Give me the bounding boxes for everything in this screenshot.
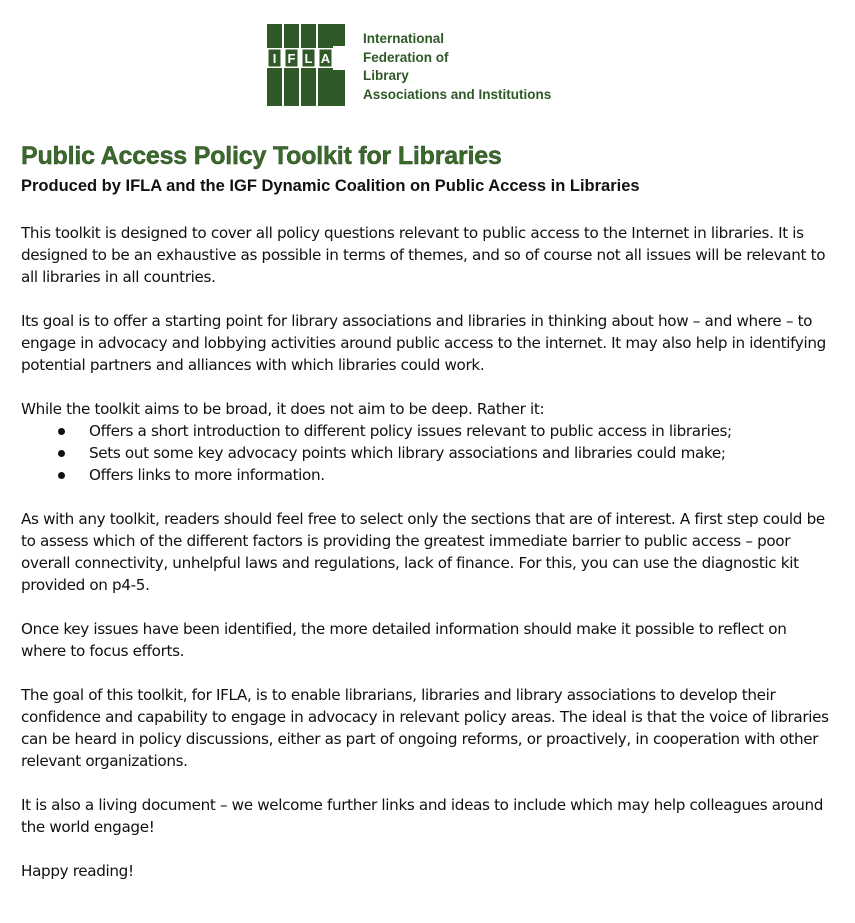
org-name-line-2: Federation of — [363, 49, 449, 65]
ifla-logo-mark — [267, 24, 345, 106]
paragraph-scope: This toolkit is designed to cover all policy questions relevant to public access to the Internet in libraries. It is designed to be an exhaustive as possible in terms of themes, and so of course not all issues will be relevant to all libraries in all countries. — [21, 224, 826, 286]
document-title: Public Access Policy Toolkit for Libraries — [21, 142, 502, 170]
paragraph-goal: Its goal is to offer a starting point for library associations and libraries in thinking about how – and where – to engage in advocacy and lobbying activities around public access to the internet. It may also help in identifying potential partners and alliances with which libraries could work. — [21, 312, 826, 374]
org-name-line-3: Library — [363, 68, 409, 83]
org-name-line-4: Associations and Institutions — [363, 86, 552, 102]
list-item — [89, 442, 833, 464]
list-item-text: Offers links to more information. — [89, 466, 325, 484]
svg-text:A: A — [320, 51, 331, 66]
ifla-logo — [267, 24, 345, 106]
document-body — [21, 222, 833, 882]
list-item — [89, 464, 833, 486]
org-name-line-1: International — [363, 31, 445, 46]
list-item — [89, 420, 833, 442]
organization-name — [363, 30, 551, 104]
svg-text:F: F — [287, 51, 296, 66]
paragraph-usage: As with any toolkit, readers should feel free to select only the sections that are of interest. A first step could be to assess which of the different factors is providing the greatest immediate barrier to public access – poor overall connectivity, unhelpful laws and regulations, lack of finance. For this, you can use the diagnostic kit provided on p4-5. — [21, 510, 825, 594]
bullet-icon — [58, 472, 65, 479]
document-subtitle: Produced by IFLA and the IGF Dynamic Coalition on Public Access in Libraries — [21, 177, 640, 195]
list-item-text: Offers a short introduction to different policy issues relevant to public access in libraries; — [89, 422, 732, 440]
paragraph-list-intro: While the toolkit aims to be broad, it does not aim to be deep. Rather it: — [21, 400, 545, 418]
paragraph-living-document: It is also a living document – we welcome further links and ideas to include which may help colleagues around the world engage! — [21, 796, 824, 836]
feature-list — [21, 420, 833, 486]
paragraph-next-steps: Once key issues have been identified, the more detailed information should make it possible to reflect on where to focus efforts. — [21, 620, 787, 660]
paragraph-ifla-goal: The goal of this toolkit, for IFLA, is to enable librarians, libraries and library associations to develop their confidence and capability to engage in advocacy in relevant policy areas. The ideal is that the voice of libraries can be heard in policy discussions, either as part of ongoing reforms, or proactively, in cooperation with other relevant organizations. — [21, 686, 829, 770]
svg-text:L: L — [304, 51, 313, 66]
list-item-text: Sets out some key advocacy points which library associations and libraries could make; — [89, 444, 726, 462]
bullet-icon — [58, 428, 65, 435]
bullet-icon — [58, 450, 65, 457]
svg-text:I: I — [272, 51, 277, 66]
closing-line: Happy reading! — [21, 862, 134, 880]
